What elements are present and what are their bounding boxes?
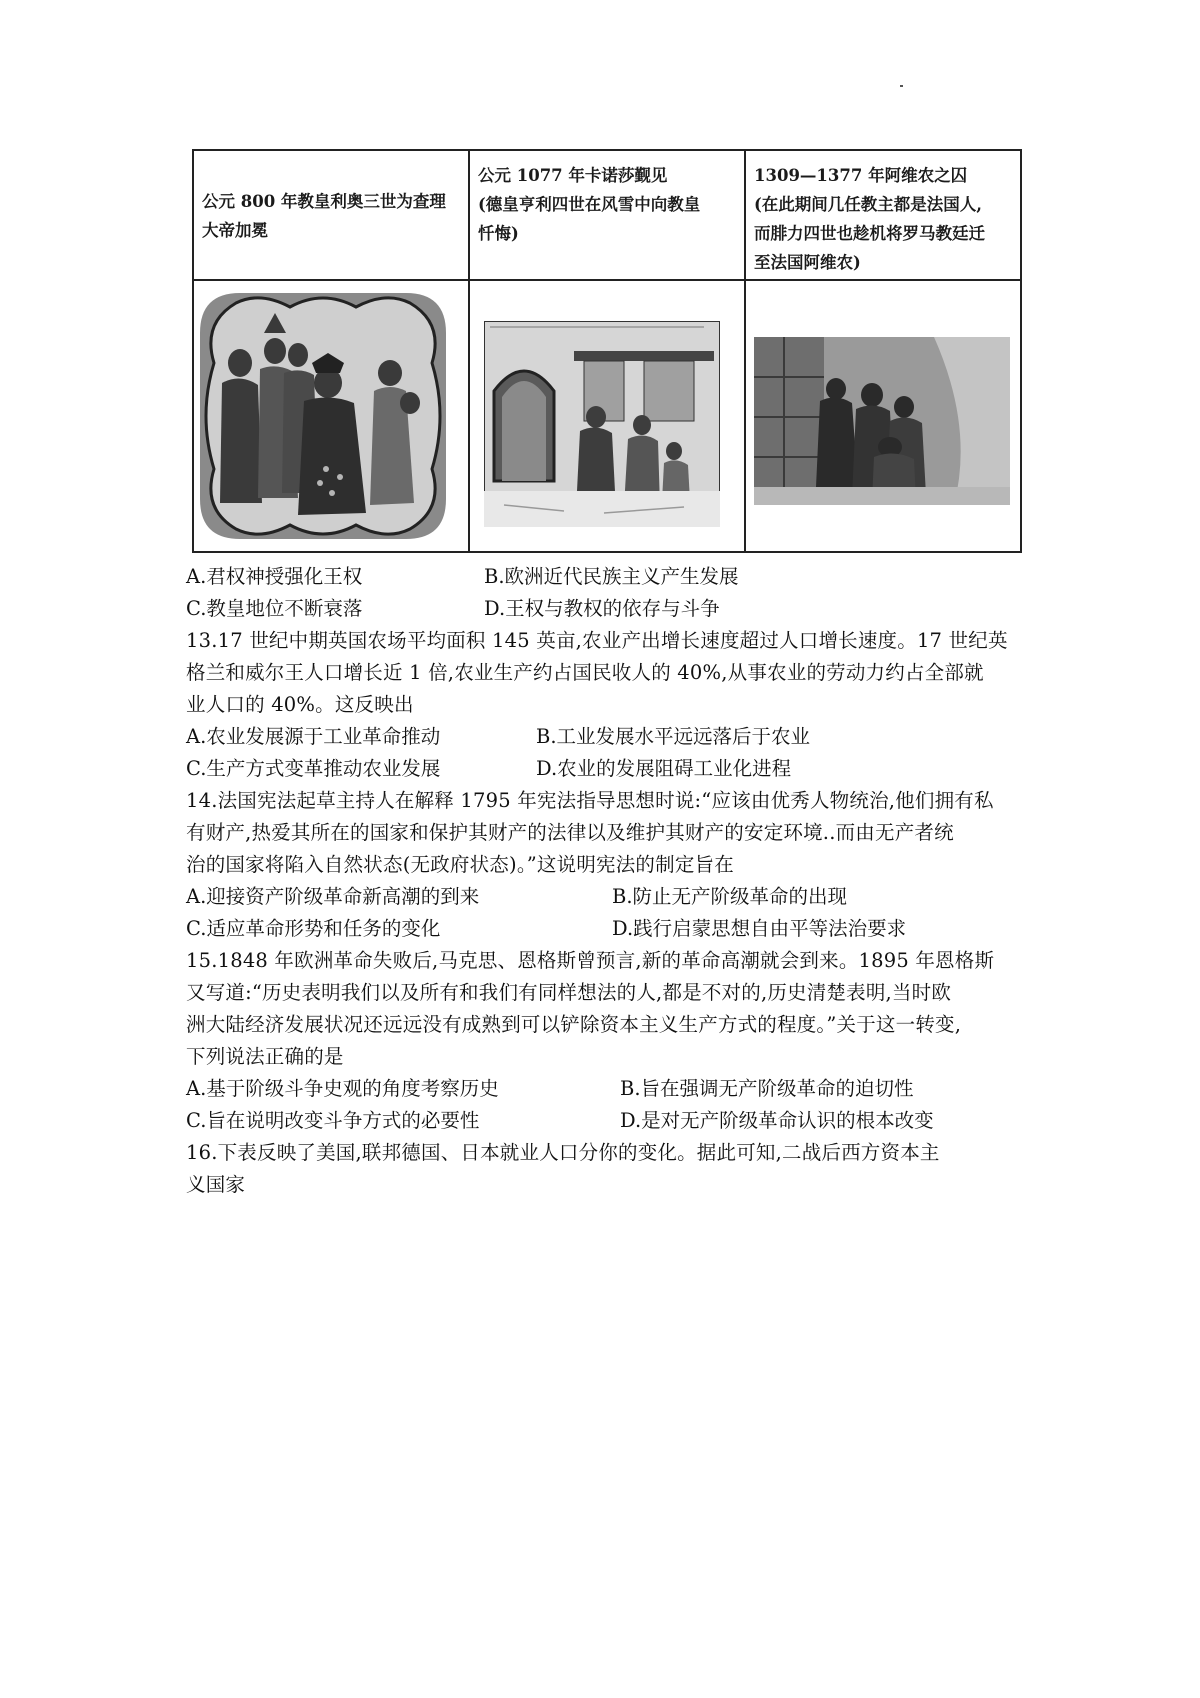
- q15-stem-line: 下列说法正确的是: [186, 1045, 344, 1068]
- q14-stem-line: 有财产,热爱其所在的国家和保护其财产的法律以及维护其财产的安定环境..而由无产者统: [186, 821, 954, 844]
- caption-line: 大帝加冕: [202, 221, 268, 240]
- caption-line: (德皇亨利四世在风雪中向教皇: [478, 195, 701, 214]
- q16-stem-line: 义国家: [186, 1173, 246, 1196]
- q15-stem-line: 又写道:“历史表明我们以及所有和我们有同样想法的人,都是不对的,历史清楚表明,当时欧: [186, 981, 952, 1004]
- table-cell-avignon-picture: [745, 280, 1021, 552]
- q13-stem-line: 13.17 世纪中期英国农场平均面积 145 英亩,农业产出增长速度超过人口增长速度。17 世纪英: [186, 629, 1008, 652]
- q13-option-d: D.农业的发展阻碍工业化进程: [536, 757, 792, 780]
- history-image-table: [192, 149, 1022, 553]
- q12-option-a: A.君权神授强化王权: [186, 565, 363, 588]
- caption-line: 公元 1077 年卡诺莎觐见: [478, 166, 668, 185]
- q13-stem-line: 业人口的 40%。这反映出: [186, 693, 414, 716]
- q15-stem-line: 洲大陆经济发展状况还远远没有成熟到可以铲除资本主义生产方式的程度。”关于这一转变,: [186, 1013, 962, 1036]
- q13-option-b: B.工业发展水平远远落后于农业: [536, 725, 811, 748]
- table-cell-coronation-caption: [193, 150, 469, 280]
- coronation-illustration: [200, 293, 446, 539]
- q14-option-d: D.践行启蒙思想自由平等法治要求: [612, 917, 907, 940]
- q14-option-a: A.迎接资产阶级革命新高潮的到来: [186, 885, 480, 908]
- q12-option-c: C.教皇地位不断衰落: [186, 597, 363, 620]
- q15-stem-line: 15.1848 年欧洲革命失败后,马克思、恩格斯曾预言,新的革命高潮就会到来。1895 年恩格斯: [186, 949, 995, 972]
- q16-stem-line: 16.下表反映了美国,联邦德国、日本就业人口分你的变化。据此可知,二战后西方资本主: [186, 1141, 940, 1164]
- q14-stem-line: 治的国家将陷入自然状态(无政府状态)。”这说明宪法的制定旨在: [186, 853, 734, 876]
- q12-option-d: D.王权与教权的依存与斗争: [484, 597, 720, 620]
- table-picture-row: [193, 280, 1021, 552]
- table-cell-coronation-picture: [193, 280, 469, 552]
- scan-speck: [900, 85, 903, 87]
- caption-line: 1309—1377 年阿维农之囚: [754, 166, 968, 185]
- caption-line: 至法国阿维农): [754, 253, 861, 272]
- q13-option-a: A.农业发展源于工业革命推动: [186, 725, 441, 748]
- caption-line: (在此期间几任教主都是法国人,: [754, 195, 983, 214]
- q15-option-c: C.旨在说明改变斗争方式的必要性: [186, 1109, 480, 1132]
- table-cell-canossa-picture: [469, 280, 745, 552]
- q13-stem-line: 格兰和威尔王人口增长近 1 倍,农业生产约占国民收人的 40%,从事农业的劳动力约占全部就: [186, 661, 984, 684]
- q15-option-a: A.基于阶级斗争史观的角度考察历史: [186, 1077, 499, 1100]
- avignon-painting: [754, 337, 1010, 505]
- q14-stem-line: 14.法国宪法起草主持人在解释 1795 年宪法指导思想时说:“应该由优秀人物统治,他们拥有私: [186, 789, 994, 812]
- table-cell-avignon-caption: [745, 150, 1021, 280]
- canossa-woodcut: [484, 321, 720, 527]
- table-cell-canossa-caption: [469, 150, 745, 280]
- q15-option-d: D.是对无产阶级革命认识的根本改变: [620, 1109, 934, 1132]
- q13-option-c: C.生产方式变革推动农业发展: [186, 757, 441, 780]
- caption-line: 公元 800 年教皇利奥三世为查理: [202, 192, 446, 211]
- caption-line: 忏悔): [478, 224, 519, 243]
- q15-option-b: B.旨在强调无产阶级革命的迫切性: [620, 1077, 914, 1100]
- q14-option-c: C.适应革命形势和任务的变化: [186, 917, 441, 940]
- q14-option-b: B.防止无产阶级革命的出现: [612, 885, 848, 908]
- table-header-row: [193, 150, 1021, 280]
- caption-line: 而腓力四世也趁机将罗马教廷迁: [754, 224, 985, 243]
- q12-option-b: B.欧洲近代民族主义产生发展: [484, 565, 739, 588]
